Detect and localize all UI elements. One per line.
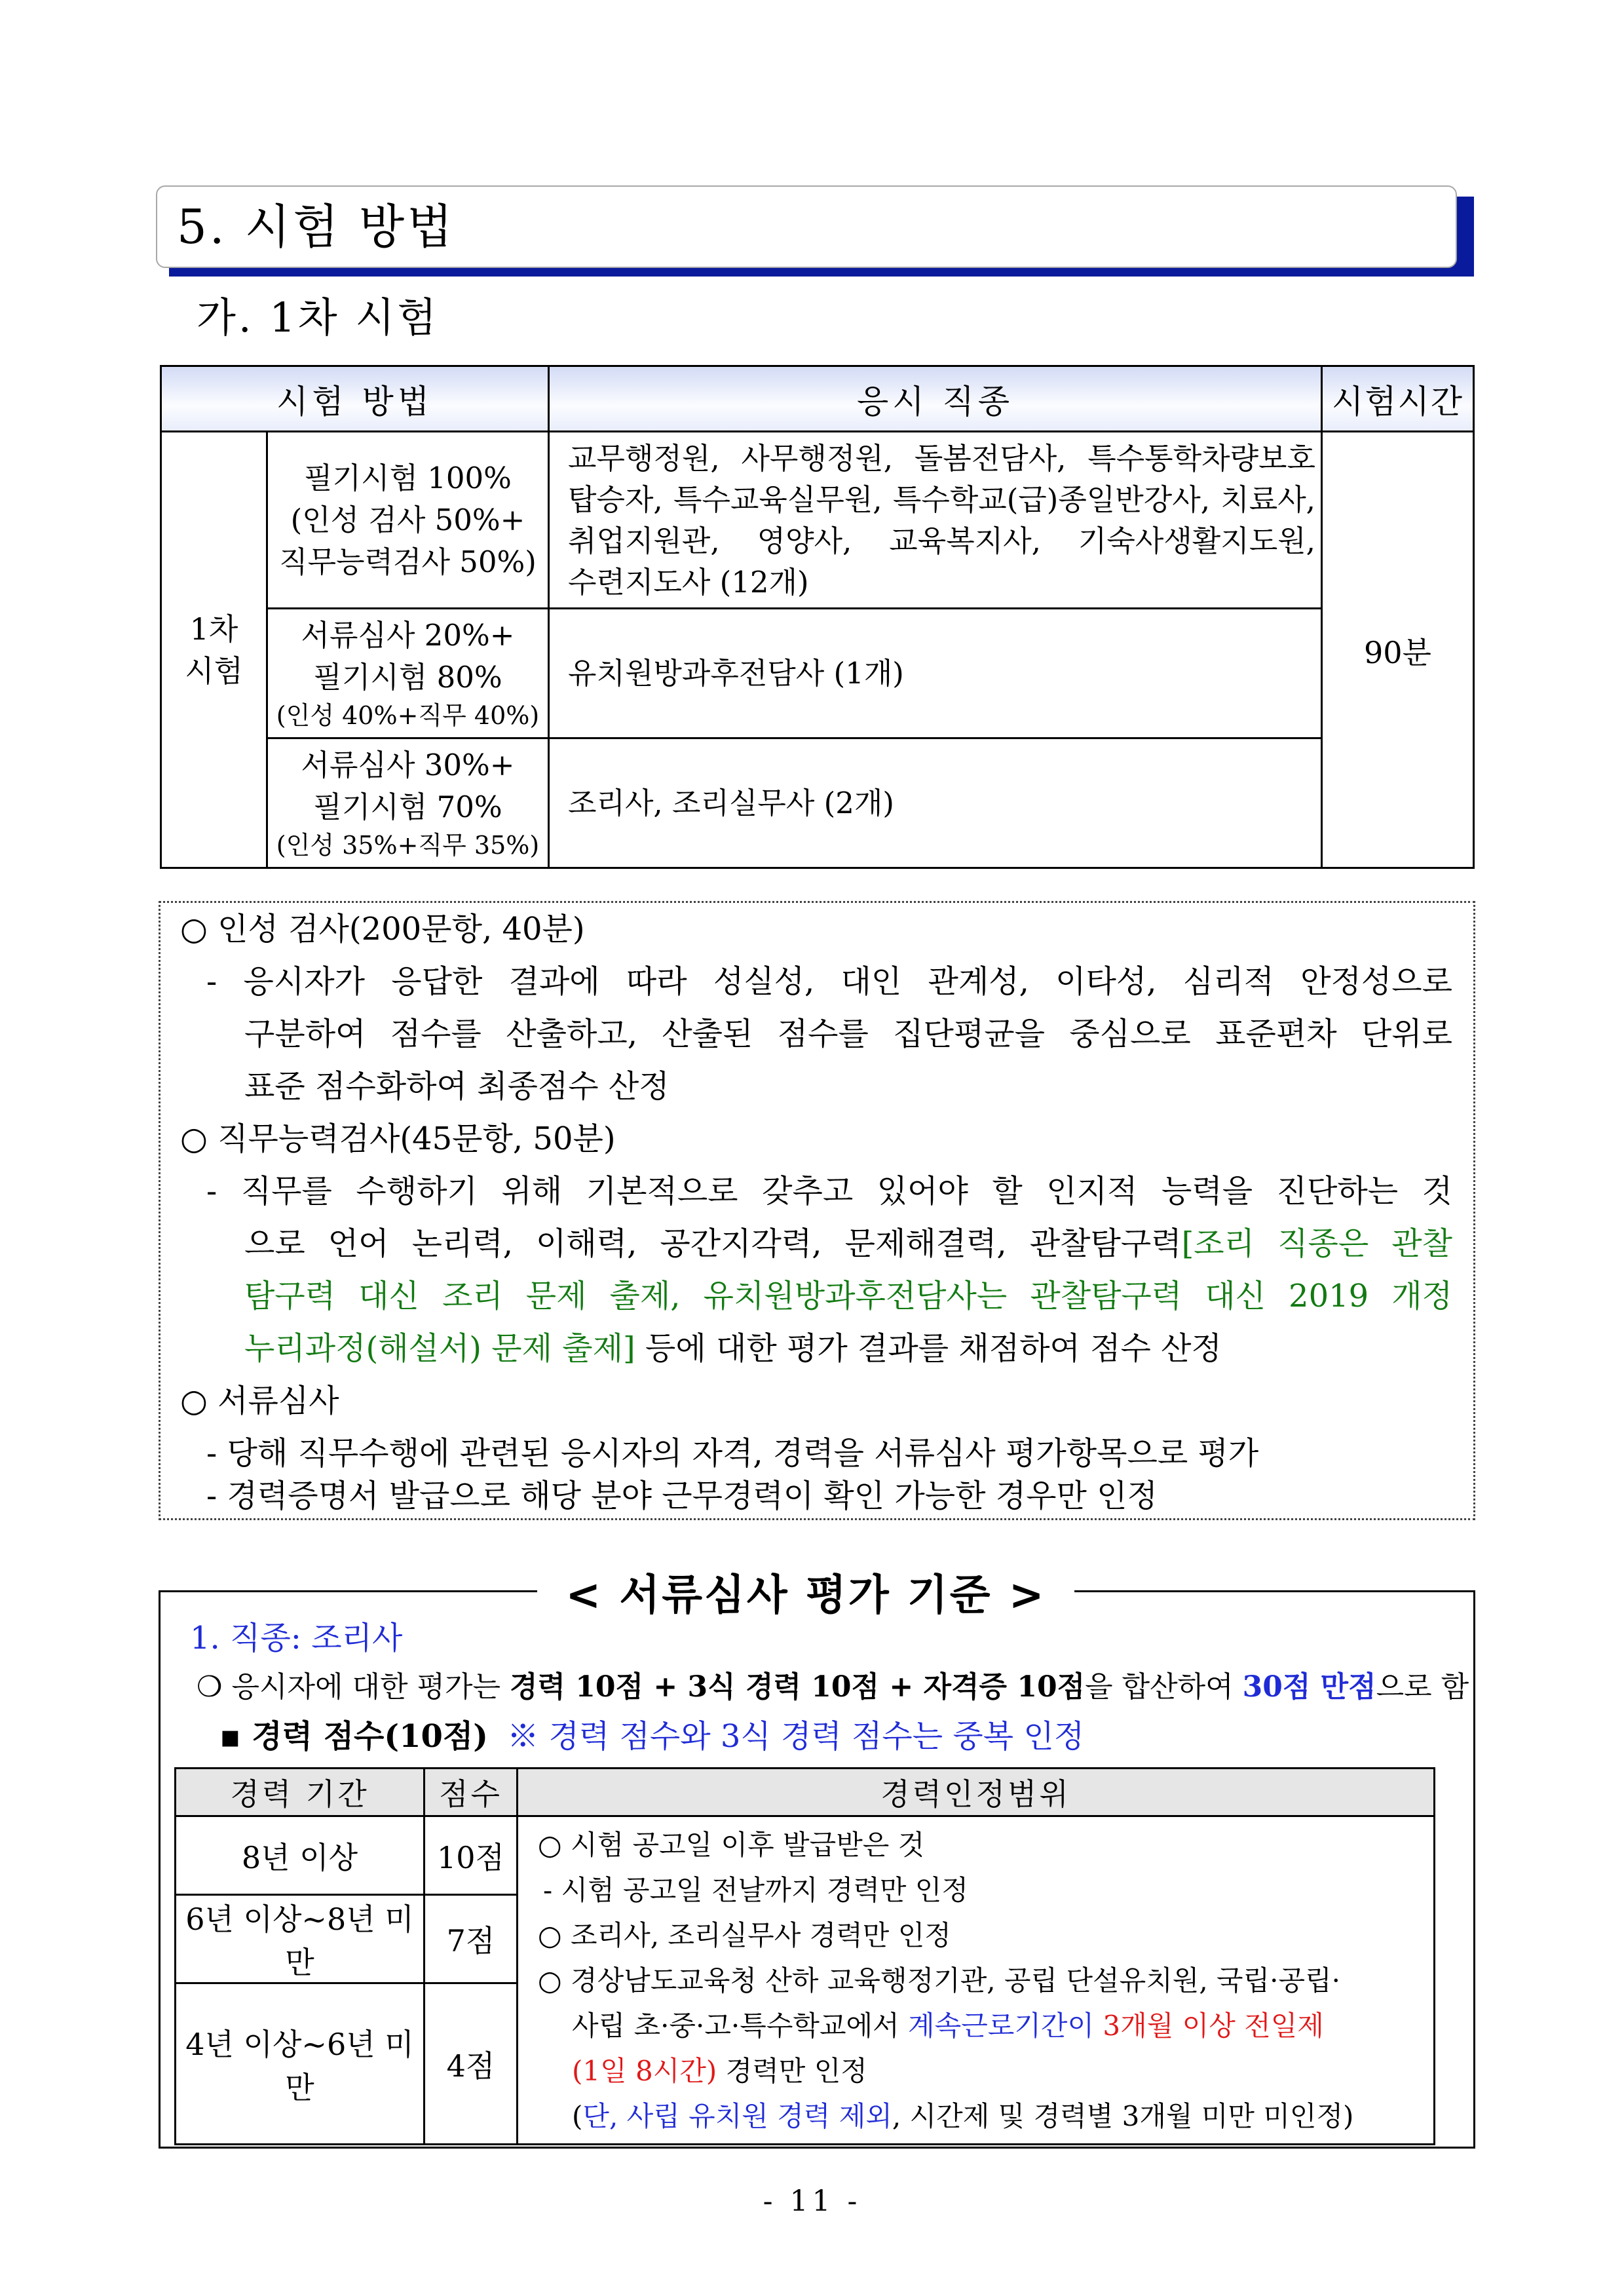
header-method: 시험 방법 — [161, 366, 549, 432]
score-cell: 4점 — [425, 1983, 518, 2145]
table-row — [176, 1816, 1435, 1895]
subsection-title: 가. 1차 시험 — [197, 294, 440, 341]
criteria-title: < 서류심사 평가 기준 > — [565, 1571, 1046, 1620]
table-row — [161, 432, 1474, 609]
page-number: - 11 - — [763, 2185, 861, 2218]
note-line: - 경력증명서 발급으로 해당 분야 근무경력이 확인 가능한 경우만 인정 — [206, 1478, 1158, 1514]
header-period: 경력 기간 — [176, 1769, 425, 1816]
note-line-highlight: 탐구력 대신 조리 문제 출제, 유치원방과후전담사는 관찰탐구력 대신 2019 개정 — [244, 1278, 1452, 1314]
career-score-line: ▪ 경력 점수(10점) ※ 경력 점수와 3식 경력 점수는 중복 인정 — [219, 1718, 1085, 1755]
note-heading: ○ 인성 검사(200문항, 40분) — [180, 911, 585, 947]
score-cell: 7점 — [425, 1895, 518, 1983]
row-label: 1차 시험 — [161, 432, 267, 868]
period-cell: 4년 이상~6년 미만 — [176, 1983, 425, 2145]
jobs-cell: 유치원방과후전담사 (1개) — [549, 609, 1322, 738]
table-row — [161, 609, 1474, 738]
method-cell: 서류심사 20%+ 필기시험 80% (인성 40%+직무 40%) — [267, 609, 549, 738]
table-row — [161, 738, 1474, 868]
note-line: 으로 언어 논리력, 이해력, 공간지각력, 문제해결력, 관찰탐구력[조리 직종은 관찰 — [244, 1225, 1452, 1262]
note-line: 표준 점수화하여 최종점수 산정 — [244, 1068, 670, 1105]
bullet-icon: ❍ — [197, 1670, 223, 1704]
criteria-summary: ❍ 응시자에 대한 평가는 경력 10점 + 3식 경력 10점 + 자격증 10점을 합산하여 30점 만점으로 함 — [197, 1670, 1469, 1704]
note-line: - 당해 직무수행에 관련된 응시자의 자격, 경력을 서류심사 평가항목으로 평가 — [206, 1435, 1259, 1472]
score-cell: 10점 — [425, 1816, 518, 1895]
note-line: 누리과정(해설서) 문제 출제] 등에 대한 평가 결과를 채점하여 점수 산정 — [244, 1330, 1222, 1367]
note-line: - 직무를 수행하기 위해 기본적으로 갖추고 있어야 할 인지적 능력을 진단하는 것 — [206, 1173, 1452, 1210]
career-score-table — [174, 1767, 1435, 2145]
note-line: 구분하여 점수를 산출하고, 산출된 점수를 집단평균을 중심으로 표준편차 단위로 — [244, 1016, 1452, 1052]
table-header-row — [176, 1769, 1435, 1816]
note-line: - 응시자가 응답한 결과에 따라 성실성, 대인 관계성, 이타성, 심리적 안정성으로 — [206, 963, 1452, 1000]
note-heading: ○ 서류심사 — [180, 1383, 339, 1419]
period-cell: 6년 이상~8년 미만 — [176, 1895, 425, 1983]
header-scope: 경력인정범위 — [518, 1769, 1435, 1816]
header-jobs: 응시 직종 — [549, 366, 1322, 432]
jobs-cell: 교무행정원, 사무행정원, 돌봄전담사, 특수통학차량보호 탑승자, 특수교육실무원, 특수학교(급)종일반강사, 치료사, 취업지원관, 영양사, 교육복지사, 기숙사생활지도원, 수련지도사 (12개) — [549, 432, 1322, 609]
header-score: 점수 — [425, 1769, 518, 1816]
header-time: 시험시간 — [1322, 366, 1474, 432]
method-cell: 필기시험 100% (인성 검사 50%+ 직무능력검사 50%) — [267, 432, 549, 609]
period-cell: 8년 이상 — [176, 1816, 425, 1895]
scope-cell: ○ 시험 공고일 이후 발급받은 것 - 시험 공고일 전날까지 경력만 인정 ○ 조리사, 조리실무사 경력만 인정 ○ 경상남도교육청 산하 교육행정기관, 공립 단설유치원, 국립·공립· 사립 초·중·고·특수학교에서 계속근로기간이 3개월 이상 전일제 (1일 8시간) 경력만 인정 (단, 사립 유치원 경력 제외, 시간제 및 경력별 3개월 미만 미인정) — [518, 1816, 1435, 2145]
exam-method-table — [160, 365, 1475, 869]
method-cell: 서류심사 30%+ 필기시험 70% (인성 35%+직무 35%) — [267, 738, 549, 868]
note-heading: ○ 직무능력검사(45문항, 50분) — [180, 1120, 616, 1157]
section-title: 5. 시험 방법 — [177, 199, 455, 254]
exam-time: 90분 — [1322, 432, 1474, 868]
notes-box — [159, 901, 1475, 1520]
criteria-job: 1. 직종: 조리사 — [190, 1620, 403, 1656]
table-header-row — [161, 366, 1474, 432]
jobs-cell: 조리사, 조리실무사 (2개) — [549, 738, 1322, 868]
